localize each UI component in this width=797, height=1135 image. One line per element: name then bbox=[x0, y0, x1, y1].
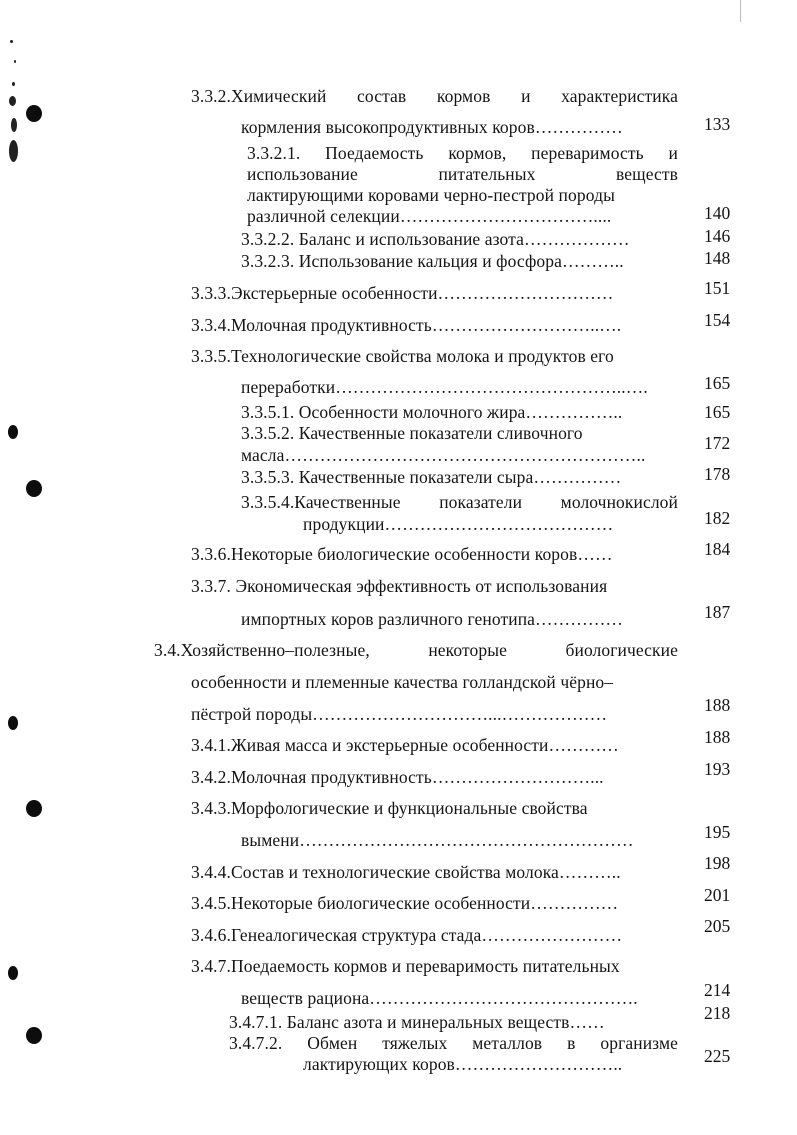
toc-entry-3-3-2-line1 bbox=[191, 86, 678, 106]
toc-entry-3-3-3: 3.3.3.Экстерьерные особенности………………………… bbox=[191, 283, 614, 303]
toc-entry-3-3-5-4-line2: продукции………………………………… bbox=[303, 514, 614, 534]
scan-speck bbox=[12, 82, 15, 86]
toc-page-number: 205 bbox=[704, 916, 731, 936]
toc-entry-3-4-line2: особенности и племенные качества голландской чёрно– bbox=[191, 672, 614, 692]
binder-hole-1 bbox=[26, 105, 42, 122]
toc-entry-3-4-line3: пёстрой породы…………………………...……………… bbox=[191, 704, 608, 724]
toc-entry-3-3-7-line1: 3.3.7. Экономическая эффективность от использования bbox=[191, 576, 608, 596]
word: организме bbox=[600, 1033, 678, 1053]
toc-entry-3-3-5-3: 3.3.5.3. Качественные показатели сыра…………… bbox=[241, 467, 622, 487]
word: характеристика bbox=[561, 86, 678, 106]
toc-entry-3-4-3-line1: 3.4.3.Морфологические и функциональные свойства bbox=[191, 798, 588, 818]
binder-hole-7 bbox=[26, 1027, 42, 1044]
toc-page-number: 225 bbox=[704, 1046, 731, 1066]
toc-page-number: 182 bbox=[704, 508, 731, 528]
toc-entry-3-4-2: 3.4.2.Молочная продуктивность………………………... bbox=[191, 767, 604, 787]
toc-entry-3-4-1: 3.4.1.Живая масса и экстерьерные особенности………… bbox=[191, 735, 619, 755]
word: биологические bbox=[565, 640, 678, 660]
toc-page-number: 184 bbox=[704, 539, 731, 559]
toc-page-number: 140 bbox=[704, 203, 731, 223]
word: 3.3.2.1. bbox=[247, 143, 301, 163]
toc-entry-3-4-5: 3.4.5.Некоторые биологические особенности…………… bbox=[191, 893, 619, 913]
scan-speck bbox=[14, 60, 16, 63]
word: некоторые bbox=[428, 640, 507, 660]
toc-entry-3-3-5-1: 3.3.5.1. Особенности молочного жира…………….. bbox=[241, 402, 623, 422]
word: тяжелых bbox=[382, 1033, 448, 1053]
word: в bbox=[567, 1033, 576, 1053]
toc-entry-3-4-7-1: 3.4.7.1. Баланс азота и минеральных веществ…… bbox=[229, 1012, 605, 1032]
toc-entry-3-3-2-1-line4: различной селекции…………………………….... bbox=[247, 206, 612, 226]
toc-page-number: 151 bbox=[704, 278, 731, 298]
toc-page-number: 165 bbox=[704, 373, 731, 393]
toc-entry-3-3-5-4-line1 bbox=[241, 492, 678, 512]
toc-page-number: 193 bbox=[704, 759, 731, 779]
word: переваримость bbox=[531, 143, 644, 163]
scan-speck bbox=[9, 96, 16, 106]
word: состав bbox=[357, 86, 407, 106]
toc-entry-3-3-2-3: 3.3.2.3. Использование кальция и фосфора……….. bbox=[241, 251, 624, 271]
toc-entry-3-3-5-line2: переработки…………………………………………..…. bbox=[241, 377, 648, 397]
binder-hole-5 bbox=[26, 800, 42, 817]
toc-page-number: 133 bbox=[704, 114, 731, 134]
word: питательных bbox=[438, 164, 536, 184]
toc-entry-3-3-2-line2: кормления высокопродуктивных коров…………… bbox=[241, 117, 623, 137]
toc-page-number: 148 bbox=[704, 248, 731, 268]
word: и bbox=[668, 143, 678, 163]
word: 3.3.2.Химический bbox=[191, 86, 327, 106]
toc-page-number: 188 bbox=[704, 727, 731, 747]
scan-speck bbox=[9, 140, 18, 162]
toc-page-number: 188 bbox=[704, 695, 731, 715]
toc-entry-3-4-7-line1: 3.4.7.Поедаемость кормов и переваримость питательных bbox=[191, 956, 620, 976]
toc-page-number: 201 bbox=[704, 885, 731, 905]
toc-page-number: 214 bbox=[704, 980, 731, 1000]
toc-entry-3-3-7-line2: импортных коров различного генотипа…………… bbox=[241, 609, 624, 629]
word: использование bbox=[247, 164, 358, 184]
toc-entry-3-4-4: 3.4.4.Состав и технологические свойства молока……….. bbox=[191, 862, 621, 882]
toc-page-number: 178 bbox=[704, 464, 731, 484]
toc-page-number: 187 bbox=[704, 602, 731, 622]
toc-entry-3-3-2-1-line1 bbox=[247, 143, 678, 163]
toc-page-number: 154 bbox=[704, 310, 731, 330]
scan-speck bbox=[11, 118, 17, 132]
toc-page-number: 172 bbox=[704, 433, 731, 453]
word: 3.4.7.2. bbox=[229, 1033, 283, 1053]
toc-entry-3-3-2-1-line2 bbox=[247, 164, 678, 184]
toc-entry-3-3-4: 3.3.4.Молочная продуктивность………………………..…. bbox=[191, 315, 622, 335]
toc-page-number: 165 bbox=[704, 402, 731, 422]
word: Поедаемость bbox=[325, 143, 424, 163]
word: и bbox=[521, 86, 531, 106]
toc-page-number: 218 bbox=[704, 1003, 731, 1023]
toc-entry-3-3-5-2-line2: масла…………………………………………………….. bbox=[241, 445, 646, 465]
toc-entry-3-4-7-2-line1 bbox=[229, 1033, 678, 1053]
toc-entry-3-3-6: 3.3.6.Некоторые биологические особенности коров…… bbox=[191, 544, 613, 564]
word: показатели bbox=[439, 492, 523, 512]
binder-hole-3 bbox=[26, 480, 42, 497]
word: Обмен bbox=[307, 1033, 358, 1053]
toc-entry-3-3-5-2-line1: 3.3.5.2. Качественные показатели сливочного bbox=[241, 423, 583, 443]
word: веществ bbox=[616, 164, 678, 184]
toc-entry-3-3-5-line1: 3.3.5.Технологические свойства молока и продуктов его bbox=[191, 346, 614, 366]
toc-entry-3-4-7-2-line2: лактирующих коров……………………….. bbox=[303, 1054, 623, 1074]
toc-page-number: 146 bbox=[704, 226, 731, 246]
scan-speck bbox=[10, 40, 13, 43]
toc-page-number: 195 bbox=[704, 822, 731, 842]
binder-hole-4 bbox=[8, 716, 18, 730]
toc-entry-3-3-2-1-line3: лактирующими коровами черно-пестрой породы bbox=[247, 185, 615, 205]
binder-hole-6 bbox=[8, 966, 18, 980]
toc-entry-3-4-3-line2: вымени………………………………………………… bbox=[241, 830, 634, 850]
toc-entry-3-4-6: 3.4.6.Генеалогическая структура стада…………………… bbox=[191, 925, 623, 945]
word: 3.4.Хозяйственно–полезные, bbox=[154, 640, 370, 660]
word: молочнокислой bbox=[560, 492, 678, 512]
word: кормов bbox=[436, 86, 491, 106]
binder-hole-2 bbox=[8, 425, 18, 439]
toc-page-number: 198 bbox=[704, 853, 731, 873]
word: 3.3.5.4.Качественные bbox=[241, 492, 401, 512]
scan-edge-mark bbox=[740, 0, 741, 22]
toc-entry-3-4-line1 bbox=[154, 640, 678, 660]
word: металлов bbox=[472, 1033, 543, 1053]
toc-entry-3-3-2-2: 3.3.2.2. Баланс и использование азота……………… bbox=[241, 229, 630, 249]
word: кормов, bbox=[448, 143, 507, 163]
toc-entry-3-4-7-line2: веществ рациона………………………………………. bbox=[241, 988, 638, 1008]
